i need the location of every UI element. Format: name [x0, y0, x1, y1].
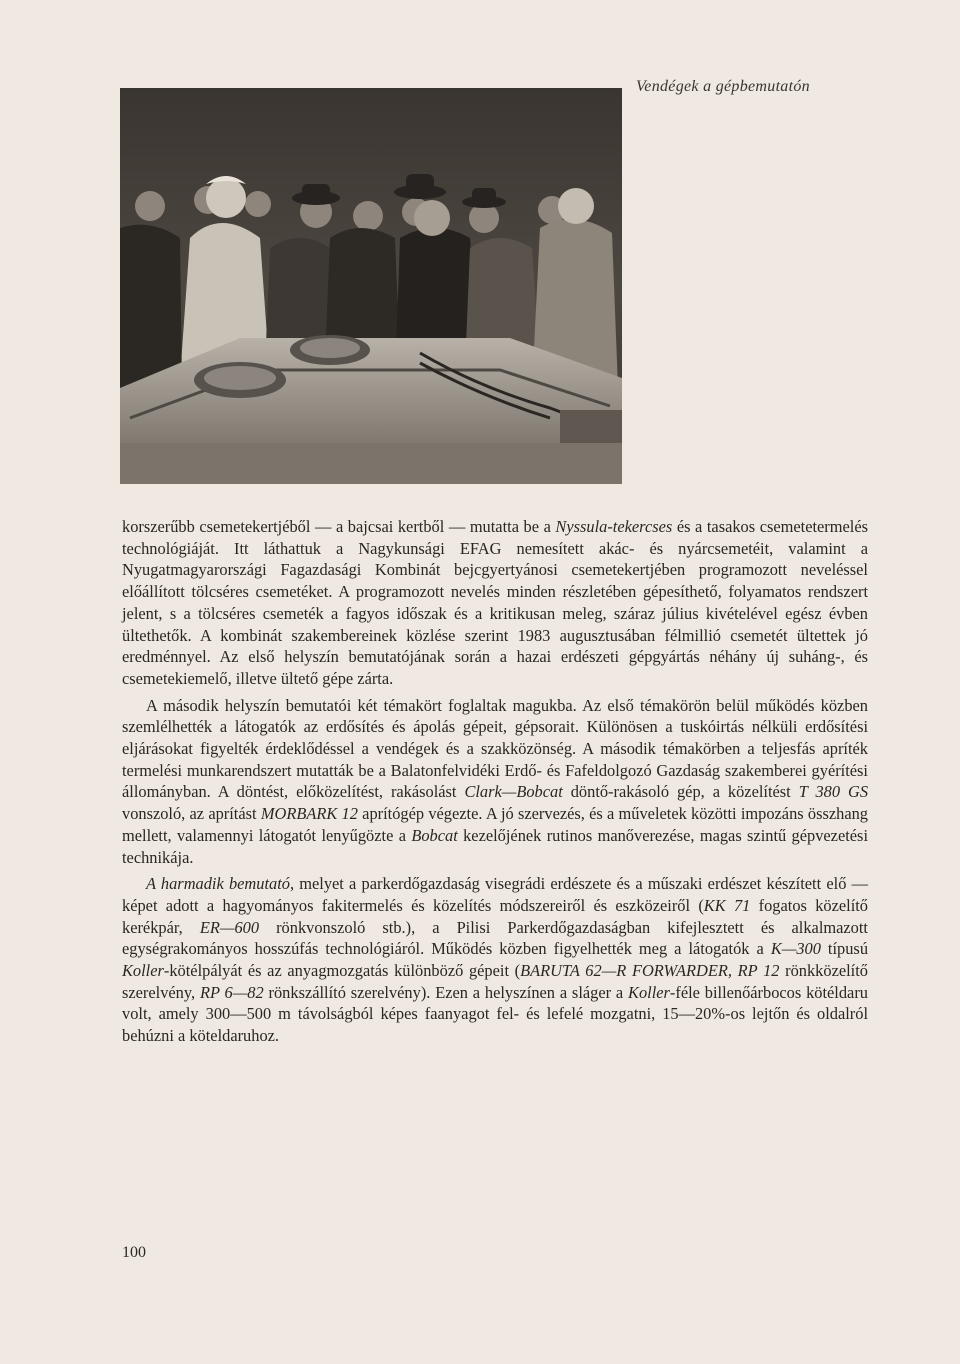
- italic-run: ER—600: [199, 917, 260, 937]
- italic-run: K—300: [770, 939, 821, 959]
- paragraph: [122, 873, 868, 1047]
- text-run: A második helyszín bemutatói két témakört foglaltak magukba. Az első témakörön belül működés közben szemlélhették a látogatók az erdősítés és ápolás gépeit, gépsorait. Különösen a tuskóirtás nélküli erdősítési eljárásokat figyelték érdeklődéssel a vendégek és a szakközönség. A második témakörben a teljesfás apríték termelési munkarendszert mutatták be a Balatonfelvidéki Erdő- és Fafeldolgozó Gazdaság szakemberei gyérítési állományban. A döntést, előközelítést, rakásolást: [122, 695, 868, 802]
- italic-run: T 380 GS: [798, 782, 869, 802]
- article-body: [122, 516, 868, 1047]
- text-run: korszerűbb csemetekertjéből — a bajcsai kertből — mutatta be a: [122, 517, 556, 536]
- text-run: , melyet a parkerdőgazdaság visegrádi erdészete és a műszaki erdészet készített elő — képet adott a hagyományos fakitermelés és közelítés módszereiről és eszközeiről (: [122, 874, 868, 915]
- text-run: rönkszállító szerelvény). Ezen a helyszínen a sláger a: [263, 982, 629, 1002]
- text-run: rönkvonszoló stb.), a Pilisi Parkerdőgazdaságban kifejlesztett és alkalmazott egységrakományos hosszúfás technológiáról. Működés közben figyelhették meg a látogatók a: [122, 917, 868, 959]
- italic-run: Koller: [122, 961, 164, 981]
- text-run: típusú: [820, 939, 869, 959]
- text-run: -kötélpályát és az anyagmozgatás különböző gépeit (: [163, 961, 521, 981]
- text-run: aprítógép végezte. A jó szervezés, és a műveletek közötti impozáns összhang mellett, valamennyi látogatót lenyűgözte a: [122, 804, 868, 845]
- group-photo: [120, 88, 622, 484]
- italic-run: MORBARK 12: [260, 804, 358, 824]
- italic-run: BARUTA 62—R FORWARDER, RP 12: [520, 961, 780, 981]
- text-run: fogatos közelítő kerékpár,: [122, 895, 869, 937]
- text-run: rönkközelítő szerelvény,: [122, 961, 868, 1002]
- text-run: vonszoló, az aprítást: [122, 804, 261, 824]
- italic-run: Clark—Bobcat: [464, 782, 563, 802]
- italic-run: Bobcat: [411, 825, 458, 845]
- italic-run: Koller: [628, 982, 670, 1002]
- text-run: és a tasakos csemetetermelés technológiáját. Itt láthattuk a Nagykunsági EFAG nemesített akác- és nyárcsemetéit, valamint a Nyugatmagyarországi Fagazdasági Kombinát bejcgyertyánosi csemetekertjében programozott neveléssel előállított tölcséres csemetéket. A programozott nevelés minden részletében gépesíthető, folyamatos rendszert jelent, s a tölcséres csemeték a fagyos időszak és a kritikusan meleg, száraz július kivételével egész évben ültethetők. A kombinát szakembereinek közlése szerint 1983 augusztusában félmillió csemetét ültettek jó eredménnyel. Az első helyszín bemutatójának során a hazai erdészeti gépgyártás néhány új suháng-, és csemetekiemelő, illetve ültető gépe zárta.: [122, 517, 868, 688]
- italic-run: KK 71: [703, 895, 751, 915]
- paragraph: [122, 516, 868, 690]
- text-run: -féle billenőárbocos kötéldaru volt, amely 300—500 m távolságból képes faanyagot fel- és lefelé mozgatni, 15—20%-os lejtőn és oldalról behúzni a köteldaruhoz.: [122, 982, 868, 1046]
- running-head: Vendégek a gépbemutatón: [636, 78, 810, 95]
- text-run: kezelőjének rutinos manőverezése, magas szintű gépvezetési technikája.: [122, 825, 868, 867]
- italic-run: RP 6—82: [199, 982, 264, 1002]
- page-number: 100: [122, 1244, 146, 1261]
- paragraph: [122, 695, 868, 869]
- italic-run: A harmadik bemutató: [146, 874, 290, 894]
- italic-run: Nyssula-tekercses: [555, 517, 673, 536]
- text-run: döntő-rakásoló gép, a közelítést: [562, 782, 799, 802]
